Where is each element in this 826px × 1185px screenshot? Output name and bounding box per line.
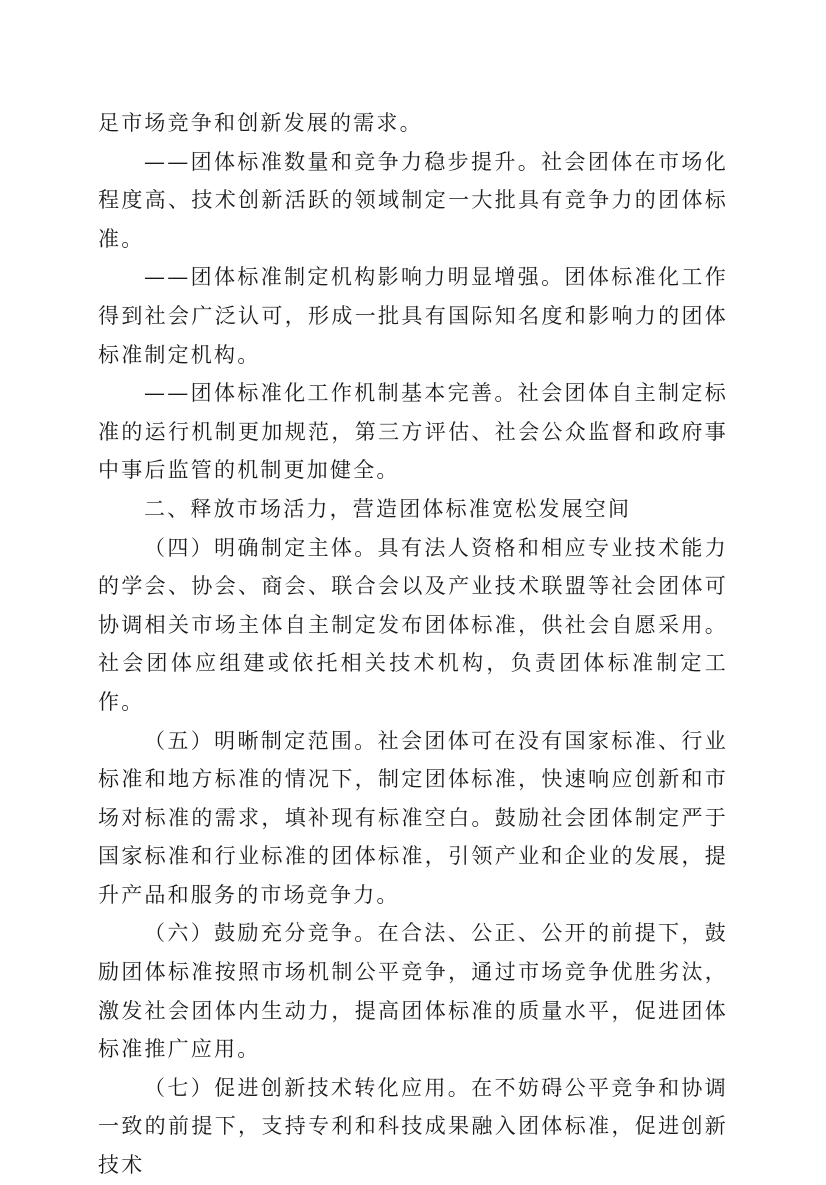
paragraph-goal-influence: ——团体标准制定机构影响力明显增强。团体标准化工作得到社会广泛认可，形成一批具有国际知名度和影响力的团体标准制定机构。 — [98, 265, 728, 367]
paragraph-item-four: （四）明确制定主体。具有法人资格和相应专业技术能力的学会、协会、商会、联合会以及产业技术联盟等社会团体可协调相关市场主体自主制定发布团体标准，供社会自愿采用。社会团体应组建或依托相关技术机构，负责团体标准制定工作。 — [98, 535, 728, 714]
document-body — [98, 104, 728, 1185]
section-heading-two: 二、释放市场活力，营造团体标准宽松发展空间 — [144, 496, 632, 521]
paragraph-continuation: 足市场竞争和创新发展的需求。 — [98, 111, 423, 135]
paragraph-item-seven: （七）促进创新技术转化应用。在不妨碍公平竞争和协调一致的前提下，支持专利和科技成果融入团体标准，促进创新技术 — [98, 1075, 728, 1178]
paragraph-goal-quantity: ——团体标准数量和竞争力稳步提升。社会团体在市场化程度高、技术创新活跃的领域制定一大批具有竞争力的团体标准。 — [98, 149, 728, 251]
paragraph-item-five: （五）明晰制定范围。社会团体可在没有国家标准、行业标准和地方标准的情况下，制定团体标准，快速响应创新和市场对标准的需求，填补现有标准空白。鼓励社会团体制定严于国家标准和行业标准的团体标准，引领产业和企业的发展，提升产品和服务的市场竞争力。 — [98, 728, 728, 907]
paragraph-item-six: （六）鼓励充分竞争。在合法、公正、公开的前提下，鼓励团体标准按照市场机制公平竞争，通过市场竞争优胜劣汰，激发社会团体内生动力，提高团体标准的质量水平，促进团体标准推广应用。 — [98, 921, 728, 1062]
paragraph-goal-mechanism: ——团体标准化工作机制基本完善。社会团体自主制定标准的运行机制更加规范，第三方评估、社会公众监督和政府事中事后监管的机制更加健全。 — [98, 381, 728, 483]
